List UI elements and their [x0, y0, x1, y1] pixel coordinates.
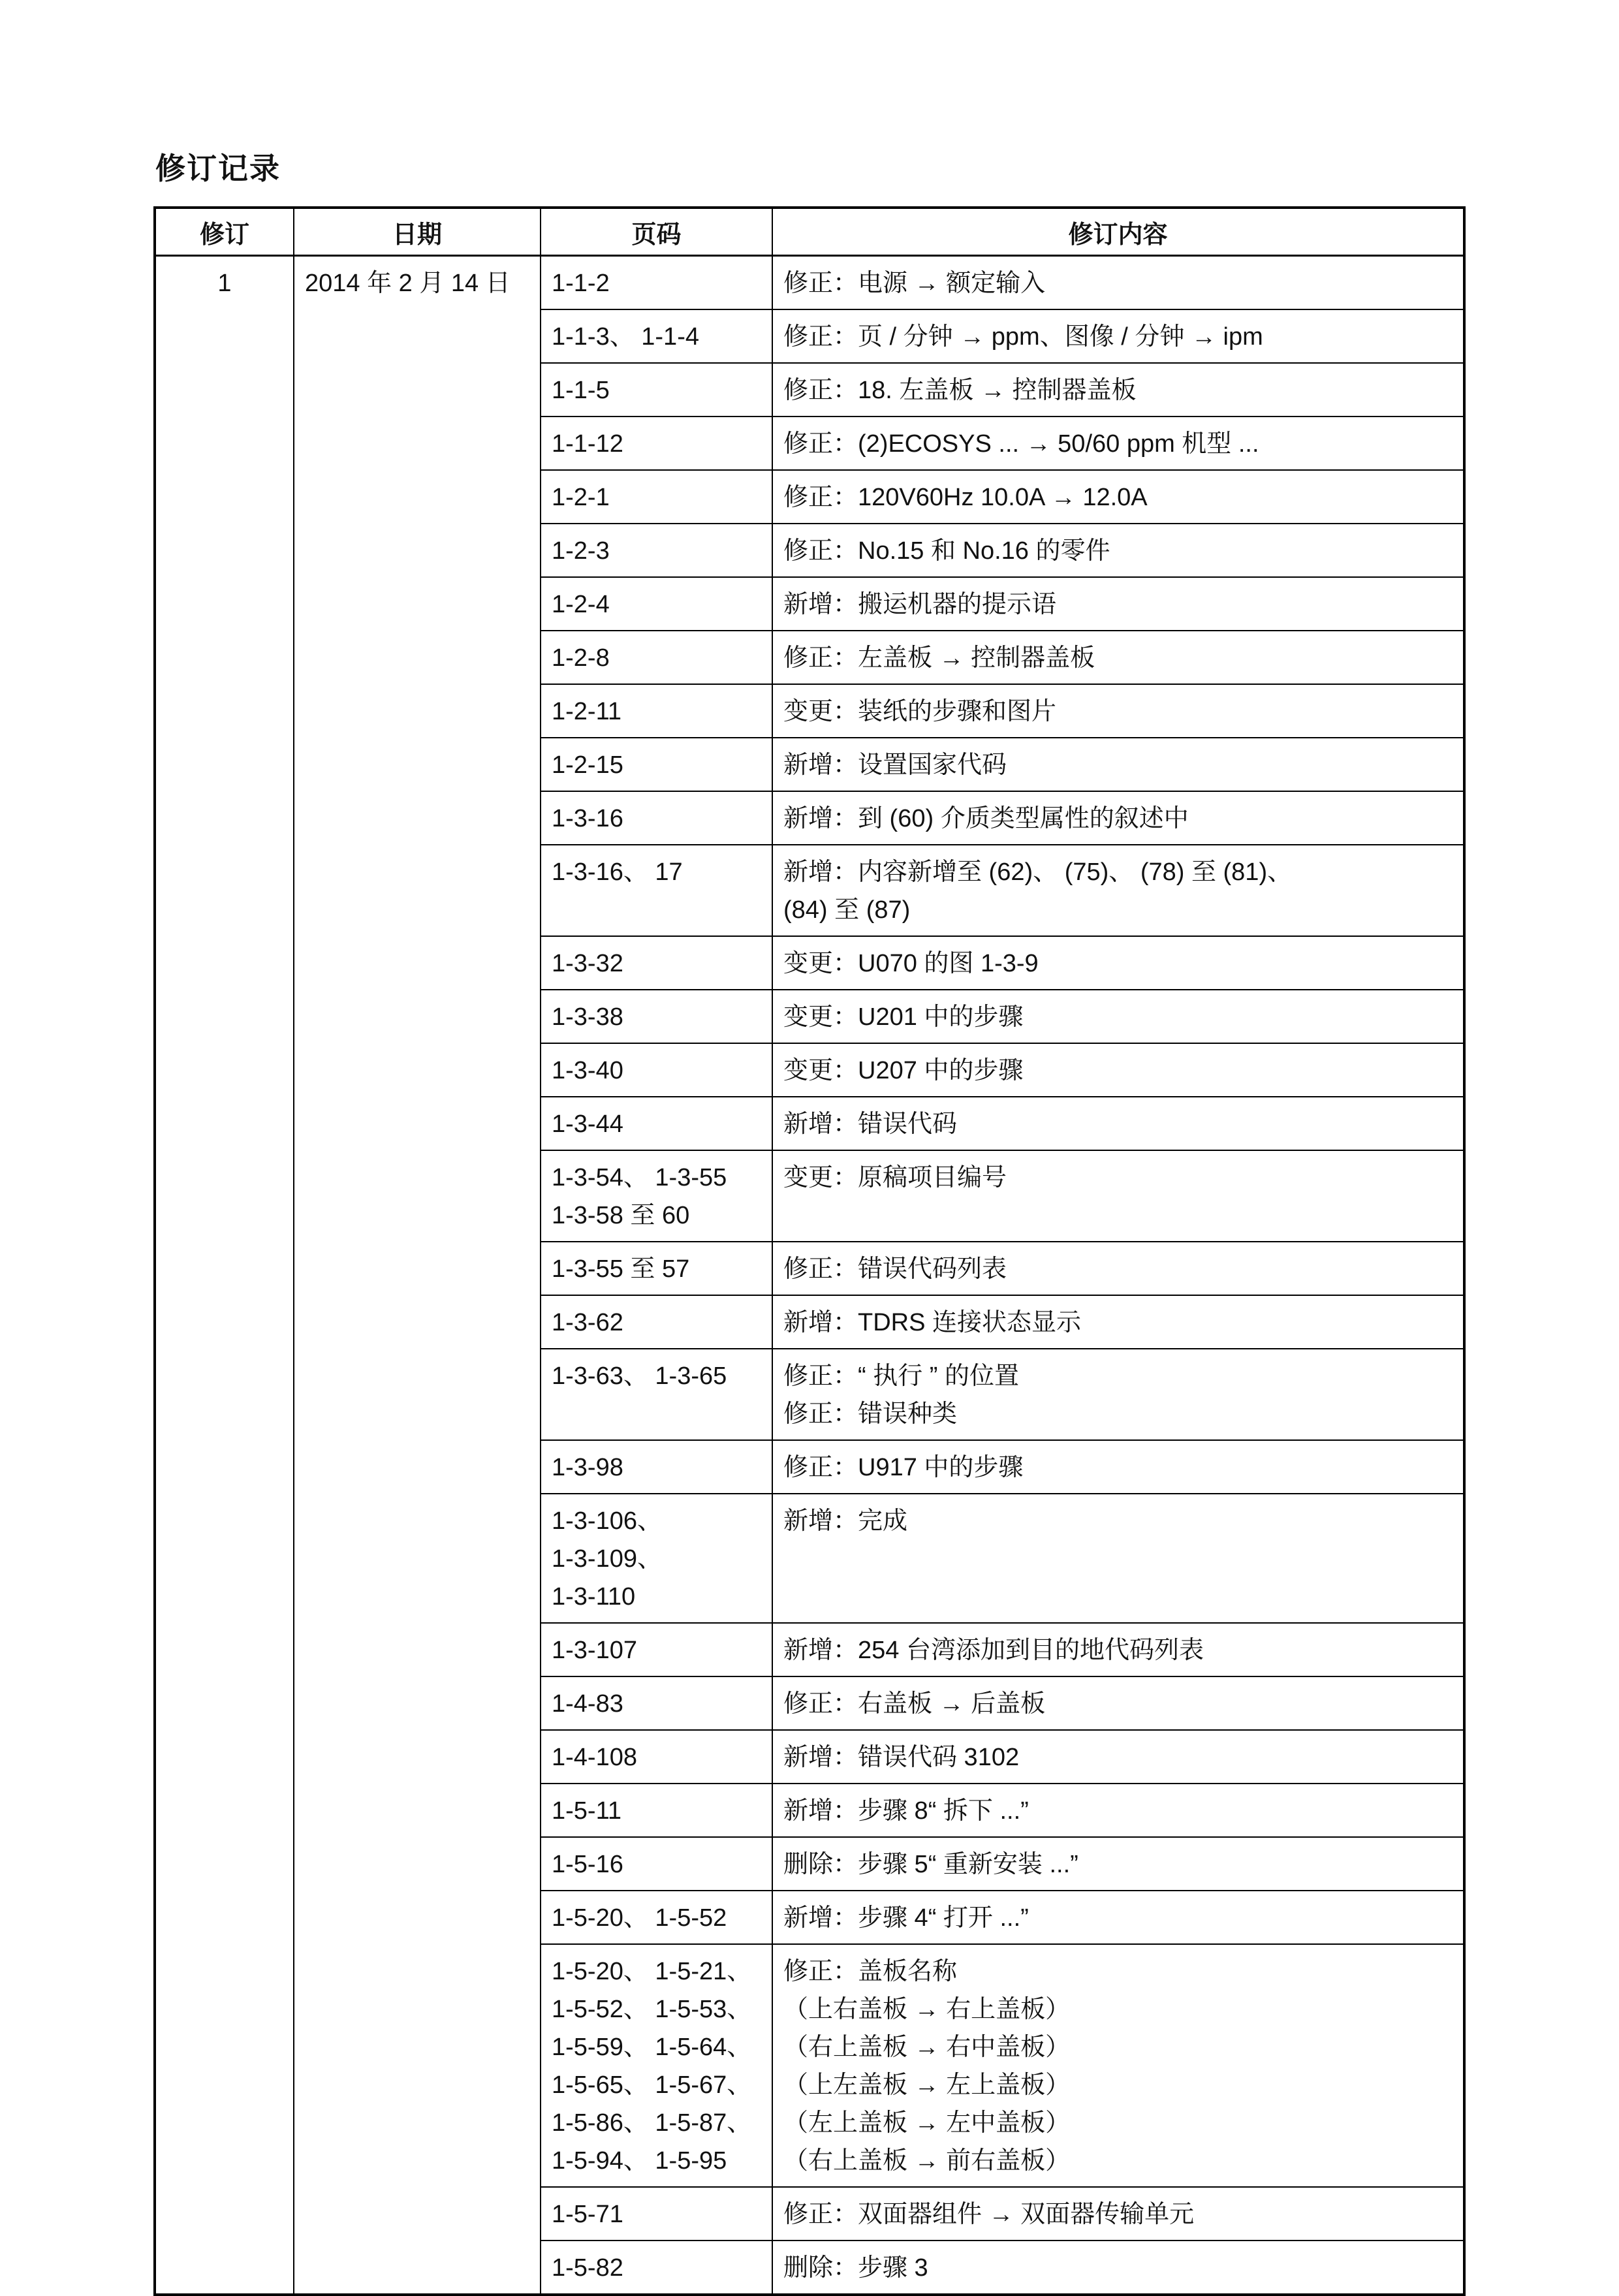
revision-content-cell: 新增：完成	[772, 1494, 1464, 1623]
revision-content-cell: 新增：到 (60) 介质类型属性的叙述中	[772, 791, 1464, 845]
revision-content-cell: 删除：步骤 3	[772, 2241, 1464, 2295]
revision-content-cell: 修正：18. 左盖板 → 控制器盖板	[772, 363, 1464, 417]
page-ref-cell: 1-1-5	[541, 363, 772, 417]
page-ref-cell: 1-3-63、 1-3-65	[541, 1349, 772, 1440]
page-ref-cell: 1-2-11	[541, 684, 772, 738]
revision-content-cell: 修正：双面器组件 → 双面器传输单元	[772, 2187, 1464, 2241]
page-ref-cell: 1-3-38	[541, 990, 772, 1043]
revision-content-cell: 修正：No.15 和 No.16 的零件	[772, 524, 1464, 577]
revision-content-cell: 修正：电源 → 额定输入	[772, 256, 1464, 310]
page-ref-cell: 1-3-62	[541, 1295, 772, 1349]
revision-table	[153, 206, 1466, 2296]
table-header-row	[155, 208, 1464, 256]
page-ref-cell: 1-1-2	[541, 256, 772, 310]
page-ref-cell: 1-2-3	[541, 524, 772, 577]
revision-content-cell: 新增：内容新增至 (62)、 (75)、 (78) 至 (81)、 (84) 至 (87)	[772, 845, 1464, 936]
page-ref-cell: 1-2-15	[541, 738, 772, 791]
revision-content-cell: 修正：右盖板 → 后盖板	[772, 1676, 1464, 1730]
revision-content-cell: 变更：U070 的图 1-3-9	[772, 936, 1464, 990]
revision-table-body	[155, 256, 1464, 2295]
page-ref-cell: 1-3-40	[541, 1043, 772, 1097]
revision-content-cell: 变更：原稿项目编号	[772, 1150, 1464, 1242]
header-page: 页码	[541, 208, 772, 256]
page-title: 修订记录	[155, 151, 281, 185]
revision-content-cell: 修正：120V60Hz 10.0A → 12.0A	[772, 470, 1464, 524]
header-date: 日期	[294, 208, 541, 256]
revision-content-cell: 新增：254 台湾添加到目的地代码列表	[772, 1623, 1464, 1676]
page-ref-cell: 1-3-55 至 57	[541, 1242, 772, 1295]
revision-content-cell: 新增：错误代码	[772, 1097, 1464, 1150]
revision-content-cell: 修正：“ 执行 ” 的位置 修正：错误种类	[772, 1349, 1464, 1440]
table-row	[155, 256, 1464, 310]
page-ref-cell: 1-2-1	[541, 470, 772, 524]
page-ref-cell: 1-2-8	[541, 631, 772, 684]
revision-content-cell: 修正：左盖板 → 控制器盖板	[772, 631, 1464, 684]
page-ref-cell: 1-3-32	[541, 936, 772, 990]
page-ref-cell: 1-1-12	[541, 417, 772, 470]
page-ref-cell: 1-5-20、 1-5-52	[541, 1891, 772, 1944]
revision-content-cell: 新增：步骤 4“ 打开 ...”	[772, 1891, 1464, 1944]
page-ref-cell: 1-3-16、 17	[541, 845, 772, 936]
revision-content-cell: 新增：搬运机器的提示语	[772, 577, 1464, 631]
page-ref-cell: 1-5-20、 1-5-21、 1-5-52、 1-5-53、 1-5-59、 1-5-64、 1-5-65、 1-5-67、 1-5-86、 1-5-87、 1-5-94、 1-5-95	[541, 1944, 772, 2187]
page-ref-cell: 1-1-3、 1-1-4	[541, 309, 772, 363]
revision-content-cell: 修正：盖板名称 （上右盖板 → 右上盖板） （右上盖板 → 右中盖板） （上左盖板 → 左上盖板） （左上盖板 → 左中盖板） （右上盖板 → 前右盖板）	[772, 1944, 1464, 2187]
revision-content-cell: 删除：步骤 5“ 重新安装 ...”	[772, 1837, 1464, 1891]
page-ref-cell: 1-5-16	[541, 1837, 772, 1891]
revision-content-cell: 新增：设置国家代码	[772, 738, 1464, 791]
revision-content-cell: 修正：(2)ECOSYS ... → 50/60 ppm 机型 ...	[772, 417, 1464, 470]
page-ref-cell: 1-3-98	[541, 1440, 772, 1494]
revision-content-cell: 变更：U201 中的步骤	[772, 990, 1464, 1043]
page-ref-cell: 1-5-82	[541, 2241, 772, 2295]
page-ref-cell: 1-3-16	[541, 791, 772, 845]
page-ref-cell: 1-5-11	[541, 1784, 772, 1837]
page-ref-cell: 1-2-4	[541, 577, 772, 631]
page-ref-cell: 1-3-44	[541, 1097, 772, 1150]
revision-content-cell: 修正：错误代码列表	[772, 1242, 1464, 1295]
revision-content-cell: 新增：步骤 8“ 拆下 ...”	[772, 1784, 1464, 1837]
revision-number: 1	[155, 256, 294, 2295]
header-revision: 修订	[155, 208, 294, 256]
page-ref-cell: 1-4-83	[541, 1676, 772, 1730]
page-ref-cell: 1-3-107	[541, 1623, 772, 1676]
revision-content-cell: 新增：TDRS 连接状态显示	[772, 1295, 1464, 1349]
revision-content-cell: 修正：页 / 分钟 → ppm、图像 / 分钟 → ipm	[772, 309, 1464, 363]
page-ref-cell: 1-3-54、 1-3-55 1-3-58 至 60	[541, 1150, 772, 1242]
header-content: 修订内容	[772, 208, 1464, 256]
page-ref-cell: 1-3-106、 1-3-109、 1-3-110	[541, 1494, 772, 1623]
revision-date: 2014 年 2 月 14 日	[294, 256, 541, 2295]
revision-content-cell: 变更：U207 中的步骤	[772, 1043, 1464, 1097]
page-ref-cell: 1-5-71	[541, 2187, 772, 2241]
page-ref-cell: 1-4-108	[541, 1730, 772, 1784]
revision-content-cell: 修正：U917 中的步骤	[772, 1440, 1464, 1494]
revision-content-cell: 新增：错误代码 3102	[772, 1730, 1464, 1784]
revision-content-cell: 变更：装纸的步骤和图片	[772, 684, 1464, 738]
